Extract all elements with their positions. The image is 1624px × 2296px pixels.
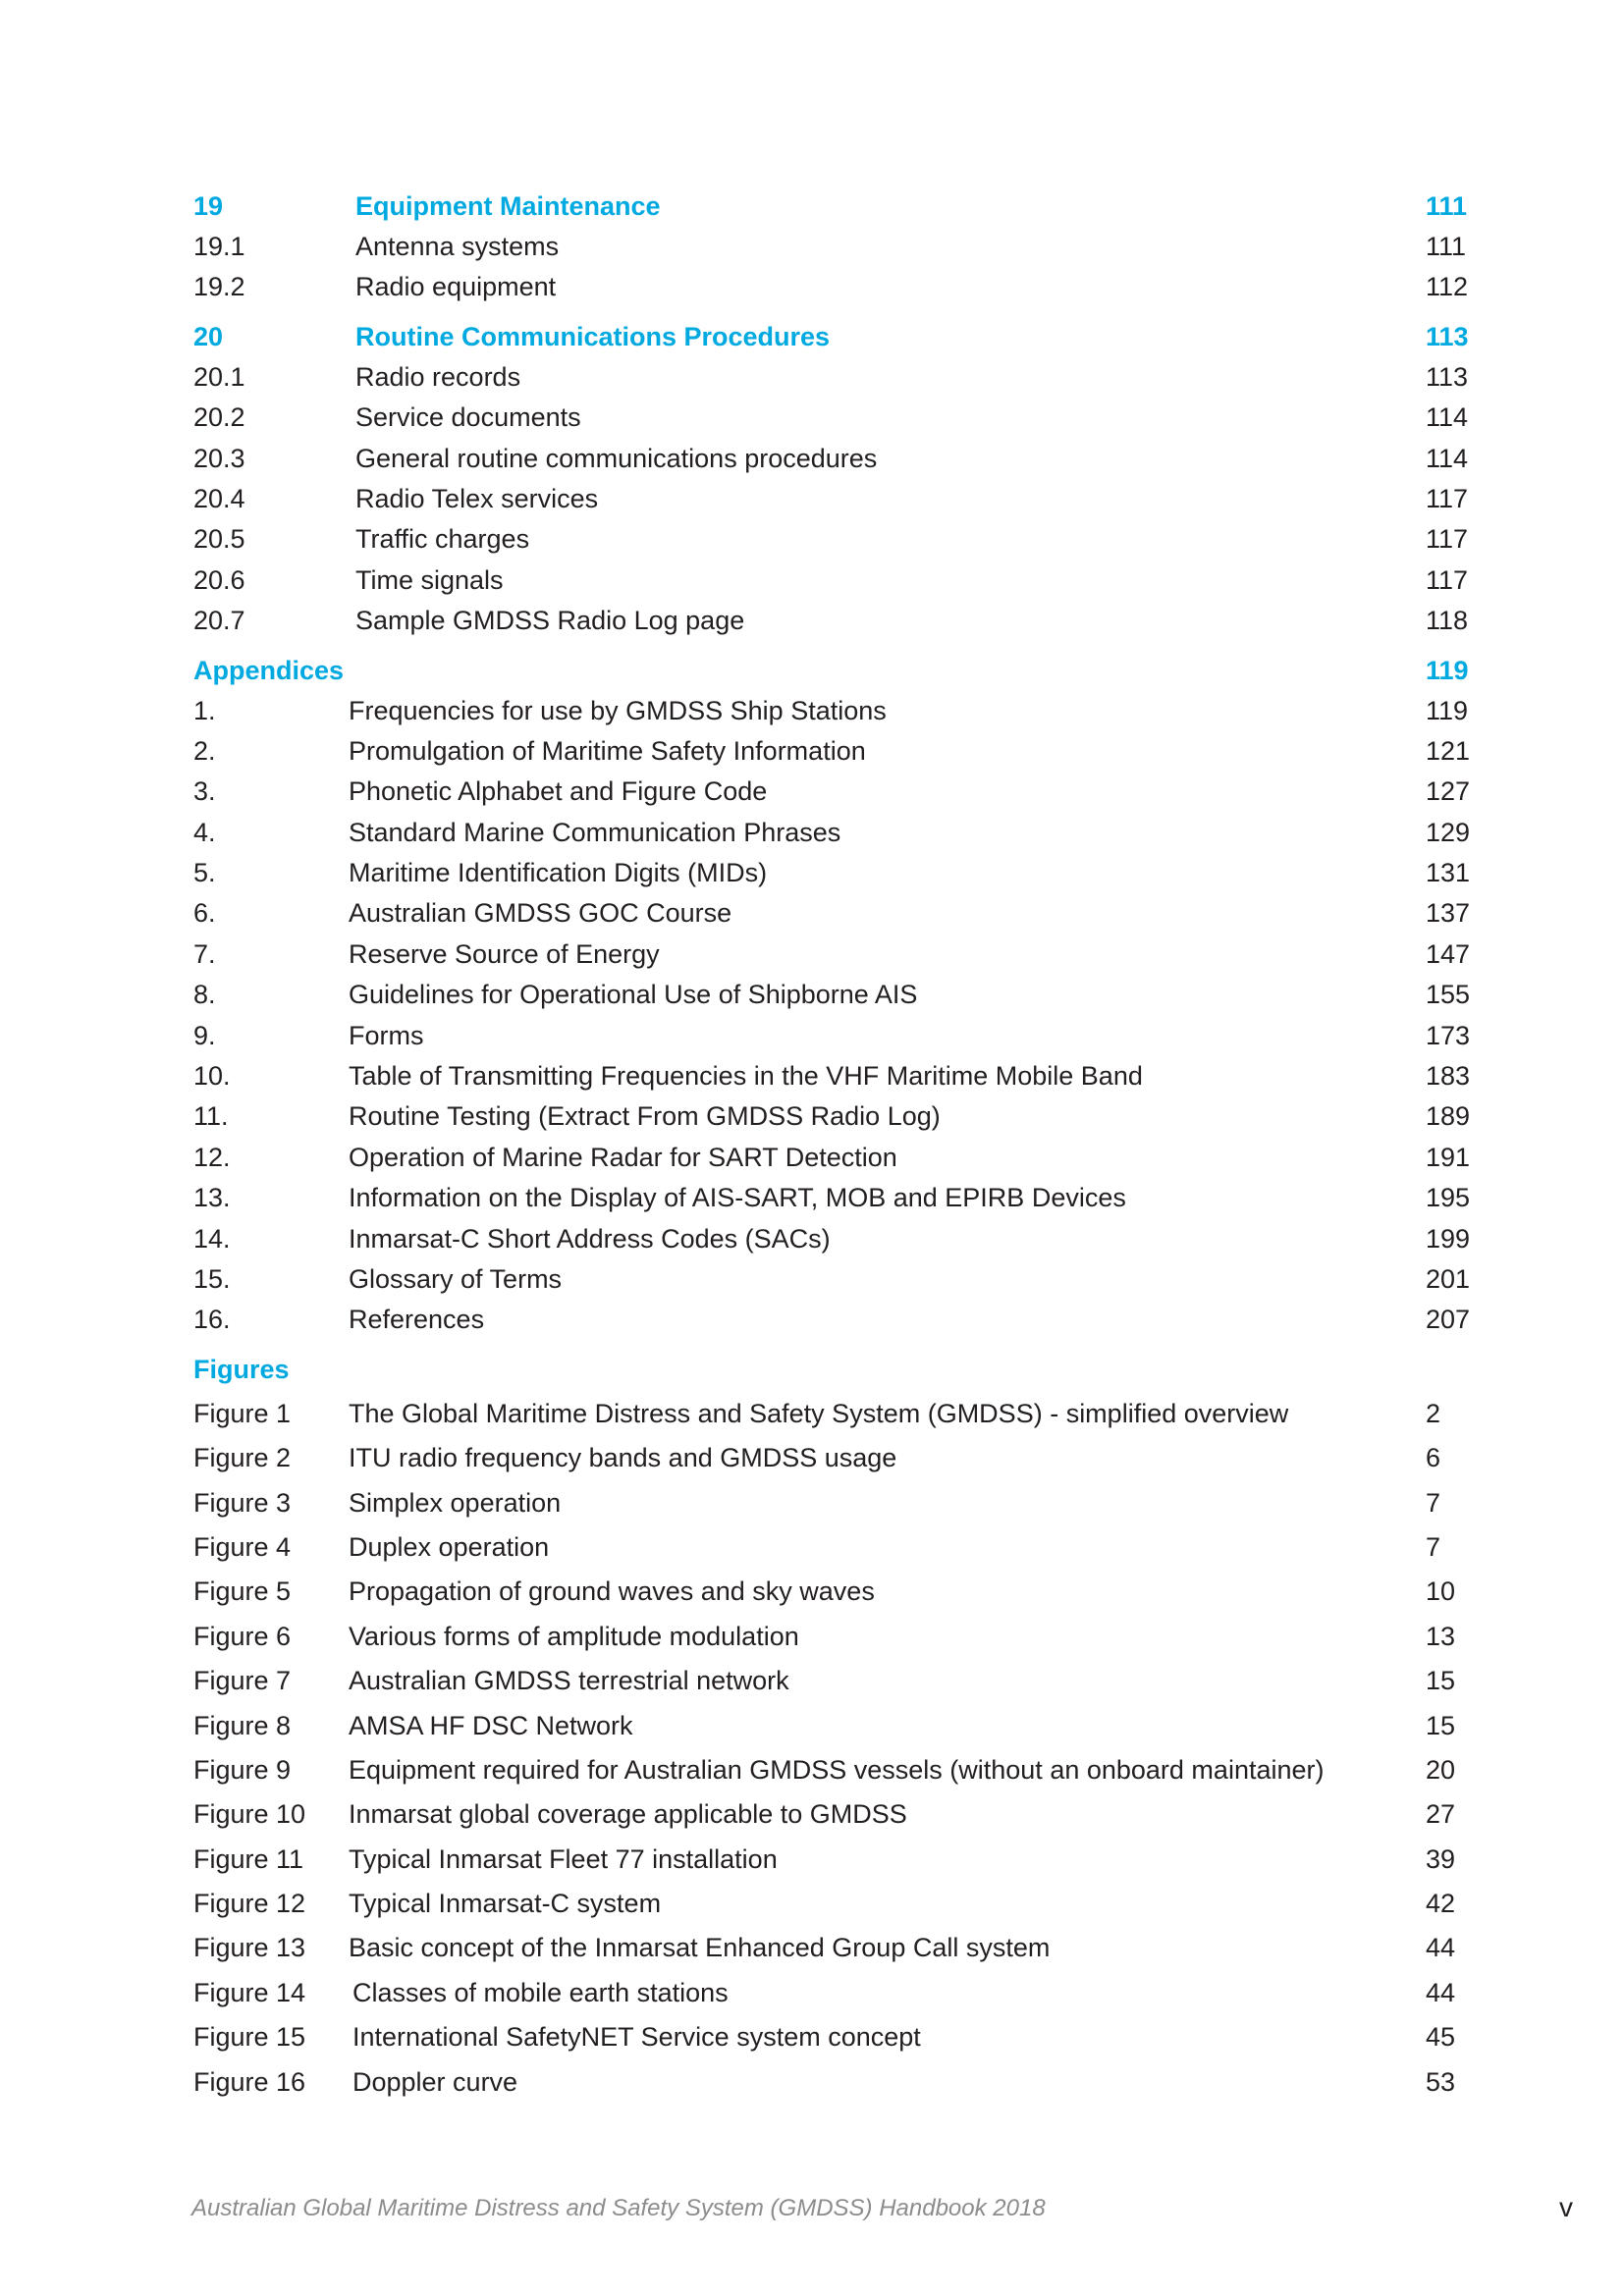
figures-title: Figures	[193, 1354, 290, 1384]
entry-number: Figure 9	[193, 1754, 292, 1785]
entry-page: 111	[1426, 232, 1467, 261]
entry-page: 189	[1426, 1101, 1471, 1132]
entry-page: 131	[1426, 858, 1471, 888]
entry-title: AMSA HF DSC Network	[349, 1710, 633, 1740]
entry-title: Antenna systems	[355, 232, 560, 261]
entry-title: Basic concept of the Inmarsat Enhanced Group Call system	[349, 1933, 1051, 1963]
entry-title: References	[349, 1305, 485, 1335]
entry-page: 15	[1426, 1710, 1456, 1740]
figure-row[interactable]	[193, 1926, 1504, 1970]
appendix-list	[193, 691, 1504, 1341]
entry-title: Australian GMDSS GOC Course	[349, 898, 732, 929]
entry-page: 118	[1426, 606, 1469, 636]
entry-title: Routine Testing (Extract From GMDSS Radio Log)	[349, 1101, 941, 1132]
entry-page: 39	[1426, 1843, 1456, 1874]
entry-page: 44	[1426, 1977, 1456, 2007]
figure-row[interactable]	[193, 1615, 1504, 1659]
entry-title: Traffic charges	[355, 524, 530, 555]
entry-page: 173	[1426, 1020, 1471, 1050]
entry-title: Radio equipment	[355, 272, 557, 302]
entry-number: 9.	[193, 1020, 216, 1050]
entry-title: Equipment required for Australian GMDSS vessels (without an onboard maintainer)	[349, 1754, 1325, 1785]
entry-page: 119	[1426, 695, 1469, 725]
entry-title: Radio Telex services	[355, 483, 599, 513]
entry-number: Figure 1	[193, 1398, 292, 1428]
entry-title: Frequencies for use by GMDSS Ship Stations	[349, 695, 887, 725]
appendix-row[interactable]	[193, 1178, 1504, 1218]
entry-title: Forms	[349, 1020, 424, 1050]
entry-title: Australian GMDSS terrestrial network	[349, 1666, 789, 1696]
toc-row[interactable]	[193, 601, 1504, 641]
entry-page: 117	[1426, 564, 1469, 595]
appendices-page: 119	[1426, 655, 1469, 685]
entry-number: 20.2	[193, 402, 245, 433]
entry-page: 45	[1426, 2022, 1456, 2053]
entry-page: 117	[1426, 524, 1469, 555]
entry-page: 7	[1426, 1487, 1441, 1518]
entry-title: Standard Marine Communication Phrases	[349, 817, 841, 847]
toc-row[interactable]	[193, 398, 1504, 438]
entry-number: 20.5	[193, 524, 245, 555]
figure-row[interactable]	[193, 1792, 1504, 1837]
toc-row[interactable]	[193, 357, 1504, 398]
entry-number: 19	[193, 191, 224, 221]
appendix-row[interactable]	[193, 934, 1504, 975]
entry-number: Figure 12	[193, 1889, 306, 1919]
figures-heading	[193, 1350, 1504, 1390]
entry-number: Figure 11	[193, 1843, 304, 1874]
entry-page: 137	[1426, 898, 1471, 929]
entry-page: 15	[1426, 1666, 1456, 1696]
toc-row[interactable]	[193, 519, 1504, 560]
figure-row[interactable]	[193, 1570, 1504, 1614]
toc-row[interactable]	[193, 439, 1504, 479]
chapter-heading-19[interactable]	[193, 187, 1504, 227]
entry-number: 15.	[193, 1263, 231, 1294]
running-footer: Australian Global Maritime Distress and Safety System (GMDSS) Handbook 2018	[191, 2195, 1046, 2221]
entry-title: Sample GMDSS Radio Log page	[355, 606, 745, 636]
entry-page: 6	[1426, 1443, 1441, 1473]
entry-page: 114	[1426, 443, 1469, 473]
entry-title: Simplex operation	[349, 1487, 562, 1518]
entry-page: 199	[1426, 1223, 1471, 1254]
entry-page: 183	[1426, 1061, 1471, 1092]
entry-number: Figure 16	[193, 2066, 306, 2097]
entry-page: 121	[1426, 735, 1471, 766]
entry-title: Glossary of Terms	[349, 1263, 563, 1294]
toc-row[interactable]	[193, 267, 1504, 307]
entry-number: 16.	[193, 1305, 231, 1335]
entry-title: General routine communications procedures	[355, 443, 878, 473]
appendix-row[interactable]	[193, 1219, 1504, 1259]
appendix-row[interactable]	[193, 1096, 1504, 1137]
entry-number: Figure 8	[193, 1710, 292, 1740]
entry-page: 10	[1426, 1576, 1456, 1607]
entry-page: 42	[1426, 1889, 1456, 1919]
entry-title: The Global Maritime Distress and Safety System (GMDSS) - simplified overview	[349, 1398, 1289, 1428]
toc-row[interactable]	[193, 227, 1504, 267]
entry-page: 147	[1426, 938, 1471, 969]
entry-number: 11.	[193, 1101, 229, 1132]
entry-page: 195	[1426, 1183, 1471, 1213]
figure-row[interactable]	[193, 1481, 1504, 1525]
entry-title: Information on the Display of AIS-SART, MOB and EPIRB Devices	[349, 1183, 1126, 1213]
entry-number: 7.	[193, 938, 216, 969]
entry-number: Figure 13	[193, 1933, 306, 1963]
entry-title: Propagation of ground waves and sky waves	[349, 1576, 875, 1607]
figure-row[interactable]	[193, 1436, 1504, 1480]
entry-title: Typical Inmarsat Fleet 77 installation	[349, 1843, 778, 1874]
appendix-row[interactable]	[193, 975, 1504, 1015]
entry-title: Time signals	[355, 564, 504, 595]
entry-title: Table of Transmitting Frequencies in the VHF Maritime Mobile Band	[349, 1061, 1143, 1092]
figure-row[interactable]	[193, 1704, 1504, 1748]
entry-number: 20.4	[193, 483, 245, 513]
entry-number: Figure 4	[193, 1531, 292, 1562]
entry-number: 6.	[193, 898, 216, 929]
entry-number: 19.2	[193, 272, 245, 302]
entry-title: Routine Communications Procedures	[355, 321, 831, 351]
entry-number: Figure 3	[193, 1487, 292, 1518]
page-folio: v	[1559, 2192, 1573, 2222]
entry-title: Radio records	[355, 361, 521, 392]
figure-row[interactable]	[193, 2060, 1504, 2105]
entry-number: 12.	[193, 1142, 231, 1172]
entry-title: Guidelines for Operational Use of Shipborne AIS	[349, 980, 918, 1010]
entry-number: Figure 7	[193, 1666, 292, 1696]
entry-page: 111	[1426, 191, 1468, 221]
appendix-row[interactable]	[193, 772, 1504, 812]
entry-number: Figure 2	[193, 1443, 292, 1473]
entry-title: Reserve Source of Energy	[349, 938, 660, 969]
figure-row[interactable]	[193, 2015, 1504, 2059]
entry-page: 129	[1426, 817, 1471, 847]
entry-number: 13.	[193, 1183, 231, 1213]
appendix-row[interactable]	[193, 1056, 1504, 1096]
entry-page: 53	[1426, 2066, 1456, 2097]
appendix-row[interactable]	[193, 813, 1504, 853]
table-of-contents	[193, 187, 1504, 2105]
figure-row[interactable]	[193, 1392, 1504, 1436]
entry-title: Phonetic Alphabet and Figure Code	[349, 776, 768, 807]
figure-row[interactable]	[193, 1971, 1504, 2015]
entry-title: Promulgation of Maritime Safety Information	[349, 735, 866, 766]
entry-number: 8.	[193, 980, 216, 1010]
chapter-sections	[193, 187, 1504, 642]
entry-number: Figure 10	[193, 1799, 306, 1830]
entry-number: Figure 5	[193, 1576, 292, 1607]
chapter-heading-20[interactable]	[193, 317, 1504, 357]
entry-number: 20	[193, 321, 224, 351]
entry-page: 20	[1426, 1754, 1456, 1785]
appendix-row[interactable]	[193, 1138, 1504, 1178]
appendix-row[interactable]	[193, 853, 1504, 893]
entry-number: 20.6	[193, 564, 245, 595]
figure-row[interactable]	[193, 1838, 1504, 1882]
entry-title: ITU radio frequency bands and GMDSS usage	[349, 1443, 897, 1473]
entry-number: 14.	[193, 1223, 231, 1254]
entry-title: International SafetyNET Service system concept	[352, 2022, 921, 2053]
toc-row[interactable]	[193, 561, 1504, 601]
entry-page: 114	[1426, 402, 1469, 433]
entry-title: Inmarsat global coverage applicable to GMDSS	[349, 1799, 907, 1830]
entry-number: 19.1	[193, 232, 245, 261]
entry-title: Maritime Identification Digits (MIDs)	[349, 858, 768, 888]
entry-page: 2	[1426, 1398, 1441, 1428]
appendix-row[interactable]	[193, 1300, 1504, 1340]
entry-number: 20.1	[193, 361, 245, 392]
entry-number: 10.	[193, 1061, 231, 1092]
entry-number: Figure 14	[193, 1977, 306, 2007]
appendix-row[interactable]	[193, 731, 1504, 772]
entry-number: Figure 15	[193, 2022, 306, 2053]
entry-title: Various forms of amplitude modulation	[349, 1621, 799, 1651]
entry-number: 2.	[193, 735, 216, 766]
entry-number: 20.7	[193, 606, 245, 636]
appendices-heading[interactable]	[193, 651, 1504, 691]
entry-number: 4.	[193, 817, 216, 847]
entry-page: 44	[1426, 1933, 1456, 1963]
entry-title: Classes of mobile earth stations	[352, 1977, 729, 2007]
entry-number: 5.	[193, 858, 216, 888]
entry-title: Doppler curve	[352, 2066, 518, 2097]
entry-number: 1.	[193, 695, 216, 725]
appendix-row[interactable]	[193, 1259, 1504, 1300]
entry-page: 113	[1426, 321, 1469, 351]
appendices-title: Appendices	[193, 655, 345, 685]
entry-page: 155	[1426, 980, 1471, 1010]
entry-page: 27	[1426, 1799, 1456, 1830]
entry-title: Operation of Marine Radar for SART Detection	[349, 1142, 897, 1172]
appendix-row[interactable]	[193, 893, 1504, 934]
entry-title: Equipment Maintenance	[355, 191, 661, 221]
entry-page: 113	[1426, 361, 1469, 392]
entry-page: 7	[1426, 1531, 1441, 1562]
appendix-row[interactable]	[193, 691, 1504, 731]
entry-page: 207	[1426, 1305, 1471, 1335]
entry-number: Figure 6	[193, 1621, 292, 1651]
entry-page: 112	[1426, 272, 1469, 302]
entry-page: 127	[1426, 776, 1471, 807]
figure-row[interactable]	[193, 1882, 1504, 1926]
figure-list	[193, 1392, 1504, 2105]
entry-page: 13	[1426, 1621, 1456, 1651]
appendix-row[interactable]	[193, 1016, 1504, 1056]
figure-row[interactable]	[193, 1748, 1504, 1792]
figure-row[interactable]	[193, 1659, 1504, 1703]
entry-title: Service documents	[355, 402, 581, 433]
entry-title: Duplex operation	[349, 1531, 550, 1562]
entry-page: 191	[1426, 1142, 1471, 1172]
figure-row[interactable]	[193, 1525, 1504, 1570]
entry-number: 3.	[193, 776, 216, 807]
entry-number: 20.3	[193, 443, 245, 473]
entry-title: Inmarsat-C Short Address Codes (SACs)	[349, 1223, 831, 1254]
entry-title: Typical Inmarsat-C system	[349, 1889, 662, 1919]
entry-page: 201	[1426, 1263, 1471, 1294]
entry-page: 117	[1426, 483, 1469, 513]
toc-row[interactable]	[193, 479, 1504, 519]
